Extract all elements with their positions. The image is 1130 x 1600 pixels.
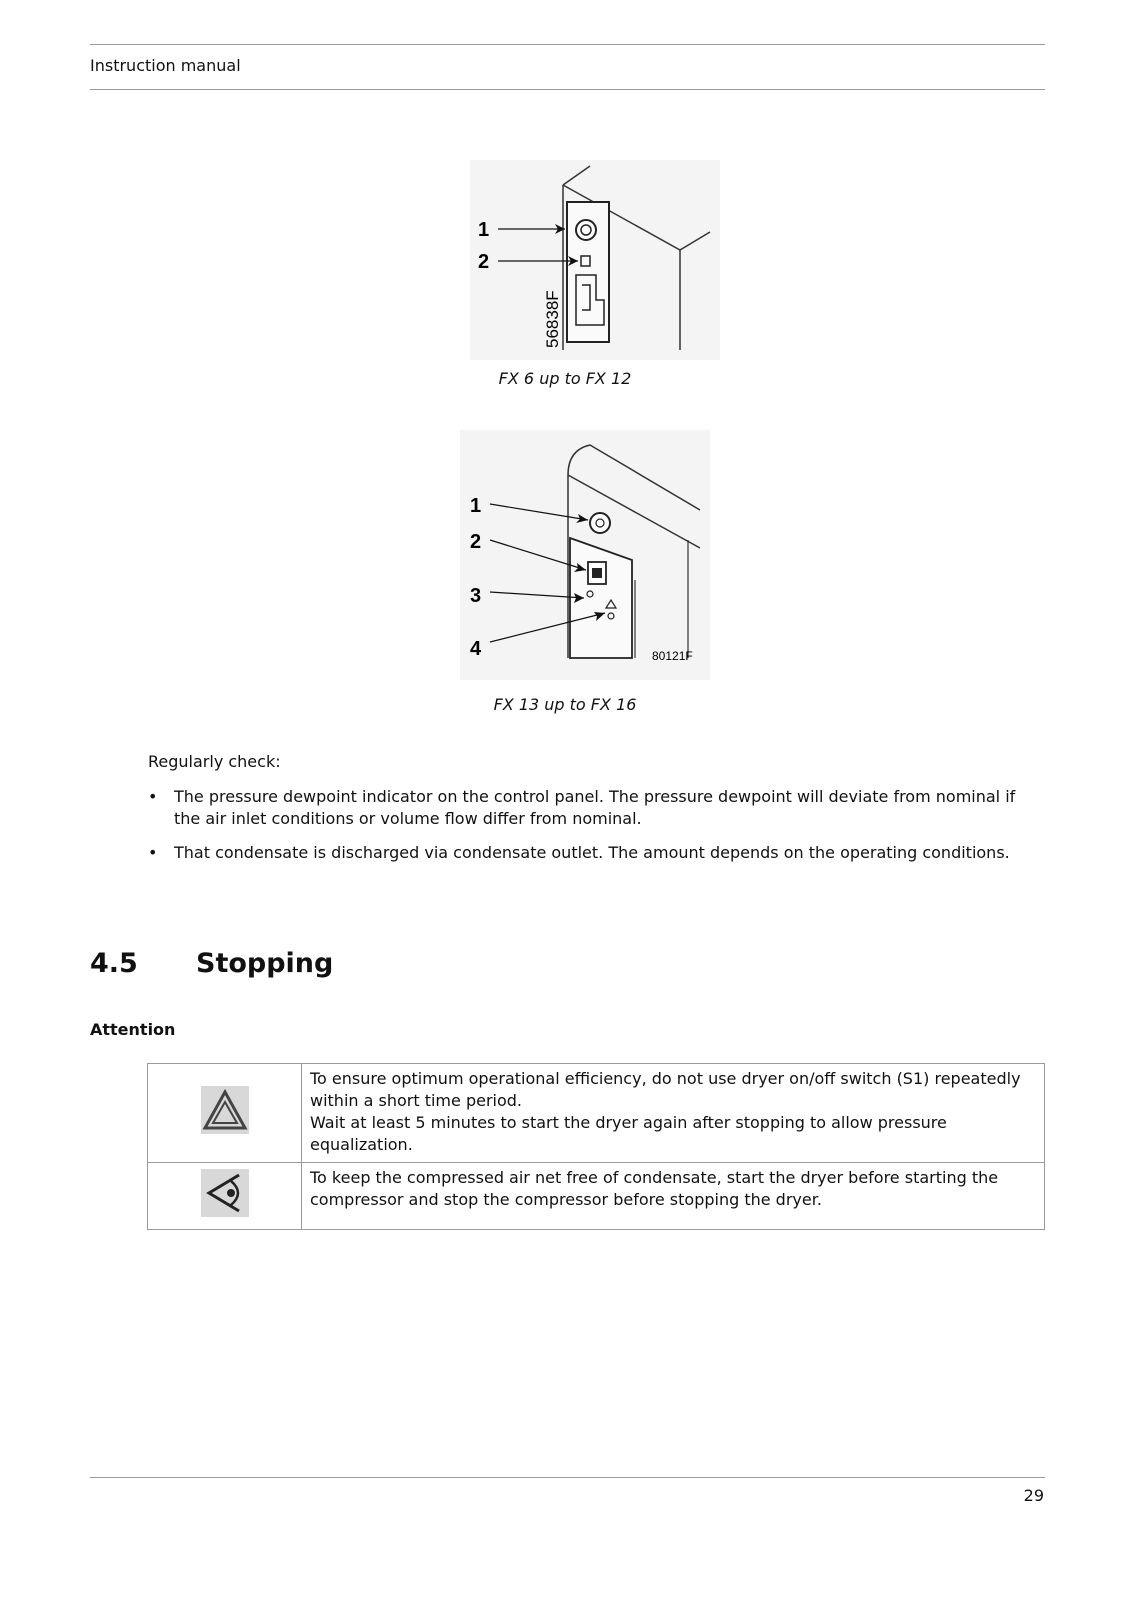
figure-code: 56838F	[543, 290, 562, 348]
callout-2: 2	[478, 251, 490, 273]
figure-code: 80121F	[652, 649, 693, 663]
check-list	[148, 786, 1028, 876]
callout-2: 2	[470, 531, 482, 553]
list-item-text: That condensate is discharged via condensate outlet. The amount depends on the operating conditions.	[174, 843, 1010, 862]
table-row	[148, 1064, 1045, 1163]
header-top-rule	[90, 44, 1045, 45]
callout-1: 1	[478, 219, 490, 241]
section-number: 4.5	[90, 948, 138, 979]
bullet-icon: •	[148, 787, 158, 806]
callout-1: 1	[470, 495, 482, 517]
warning-triangle-icon	[201, 1086, 249, 1134]
fx13-fx16-control-panel-drawing	[460, 430, 710, 680]
figure-fx13-fx16	[460, 430, 710, 684]
document-title: Instruction manual	[90, 56, 241, 75]
callout-3: 3	[470, 585, 482, 607]
attention-label: Attention	[90, 1020, 176, 1039]
list-item-text: The pressure dewpoint indicator on the control panel. The pressure dewpoint will deviate from nominal if the air inlet conditions or volume flow differ from nominal.	[174, 787, 1016, 828]
list-item	[148, 842, 1028, 864]
attention-table	[147, 1063, 1045, 1230]
header-bottom-rule	[90, 89, 1045, 90]
figure-caption: FX 13 up to FX 16	[493, 695, 637, 714]
callout-4: 4	[470, 638, 482, 660]
observe-eye-icon	[201, 1169, 249, 1217]
figure-fx6-fx12	[470, 160, 720, 364]
footer-rule	[90, 1477, 1045, 1478]
table-row	[148, 1163, 1045, 1230]
page-number: 29	[1023, 1486, 1044, 1505]
attention-text: To ensure optimum operational efficiency, do not use dryer on/off switch (S1) repeatedly within a short time period. Wait at least 5 minutes to start the dryer again after stopping to allow pressure equalization.	[302, 1064, 1045, 1163]
attention-text: To keep the compressed air net free of condensate, start the dryer before starting the compressor and stop the compressor before stopping the dryer.	[302, 1163, 1045, 1230]
list-item	[148, 786, 1028, 830]
fx6-fx12-control-panel-drawing	[470, 160, 720, 360]
bullet-icon: •	[148, 843, 158, 862]
section-title: Stopping	[196, 948, 334, 979]
icon-cell	[148, 1064, 302, 1163]
icon-cell	[148, 1163, 302, 1230]
figure-caption: FX 6 up to FX 12	[498, 369, 632, 388]
check-intro: Regularly check:	[148, 752, 281, 771]
